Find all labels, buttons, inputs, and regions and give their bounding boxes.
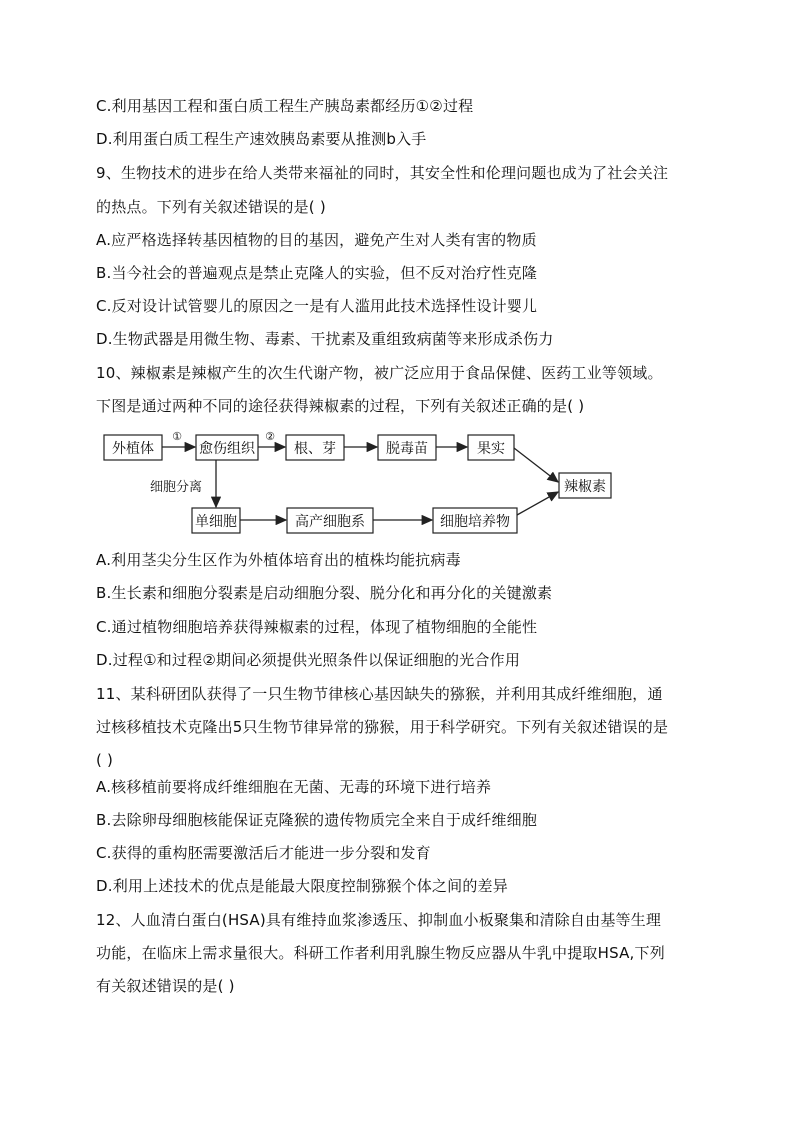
question-12-stem-3: 有关叙述错误的是( ) [96, 977, 235, 995]
option-c-q10: C.通过植物细胞培养获得辣椒素的过程，体现了植物细胞的全能性 [96, 618, 538, 636]
step-1-label: ① [172, 430, 182, 443]
question-9-stem-2: 的热点。下列有关叙述错误的是( ) [96, 198, 326, 216]
option-d-q10: D.过程①和过程②期间必须提供光照条件以保证细胞的光合作用 [96, 651, 521, 669]
question-10-stem-2: 下图是通过两种不同的途径获得辣椒素的过程，下列有关叙述正确的是( ) [96, 397, 585, 415]
option-d-q8: D.利用蛋白质工程生产速效胰岛素要从推测b入手 [96, 130, 427, 148]
option-a-q10: A.利用茎尖分生区作为外植体培育出的植株均能抗病毒 [96, 551, 461, 569]
question-11-stem-1: 11、某科研团队获得了一只生物节律核心基因缺失的猕猴，并利用其成纤维细胞，通 [96, 685, 663, 703]
option-b-q11: B.去除卵母细胞核能保证克隆猴的遗传物质完全来自于成纤维细胞 [96, 811, 538, 829]
question-9-stem-1: 9、生物技术的进步在给人类带来福祉的同时，其安全性和伦理问题也成为了社会关注 [96, 164, 669, 182]
option-b-q9: B.当今社会的普遍观点是禁止克隆人的实验，但不反对治疗性克隆 [96, 264, 538, 282]
option-c-q11: C.获得的重构胚需要激活后才能进一步分裂和发育 [96, 844, 431, 862]
option-c-q8: C.利用基因工程和蛋白质工程生产胰岛素都经历①②过程 [96, 97, 474, 115]
box-root-bud-label: 根、芽 [294, 441, 336, 457]
option-a-q9: A.应严格选择转基因植物的目的基因，避免产生对人类有害的物质 [96, 231, 537, 249]
option-d-q9: D.生物武器是用微生物、毒素、干扰素及重组致病菌等来形成杀伤力 [96, 330, 554, 348]
option-b-q10: B.生长素和细胞分裂素是启动细胞分裂、脱分化和再分化的关键激素 [96, 584, 553, 602]
question-11-stem-2: 过核移植技术克隆出5只生物节律异常的猕猴，用于科学研究。下列有关叙述错误的是 [96, 718, 669, 736]
question-12-stem-2: 功能，在临床上需求量很大。科研工作者利用乳腺生物反应器从牛乳中提取HSA,下列 [96, 944, 665, 962]
option-c-q9: C.反对设计试管婴儿的原因之一是有人滥用此技术选择性设计婴儿 [96, 297, 538, 315]
box-high-yield-label: 高产细胞系 [295, 514, 365, 530]
box-virus-free-label: 脱毒苗 [386, 441, 428, 457]
separation-label: 细胞分离 [150, 480, 203, 495]
box-capsaicin-label: 辣椒素 [564, 479, 606, 495]
box-single-cell-label: 单细胞 [195, 514, 237, 530]
arrow-fruit-capsaicin [514, 448, 558, 482]
question-10-stem-1: 10、辣椒素是辣椒产生的次生代谢产物，被广泛应用于食品保健、医药工业等领域。 [96, 364, 663, 382]
capsaicin-pathway-diagram [0, 0, 794, 560]
box-fruit-label: 果实 [477, 441, 505, 457]
box-culture-label: 细胞培养物 [440, 514, 510, 530]
option-a-q11: A.核移植前要将成纤维细胞在无菌、无毒的环境下进行培养 [96, 778, 492, 796]
box-explant-label: 外植体 [112, 441, 154, 457]
question-12-stem-1: 12、人血清白蛋白(HSA)具有维持血浆渗透压、抑制血小板聚集和清除自由基等生理 [96, 911, 662, 929]
step-2-label: ② [265, 430, 275, 443]
option-d-q11: D.利用上述技术的优点是能最大限度控制猕猴个体之间的差异 [96, 877, 508, 895]
question-11-stem-3: ( ) [96, 751, 114, 769]
arrow-culture-capsaicin [517, 492, 558, 515]
box-callus-label: 愈伤组织 [199, 441, 255, 457]
